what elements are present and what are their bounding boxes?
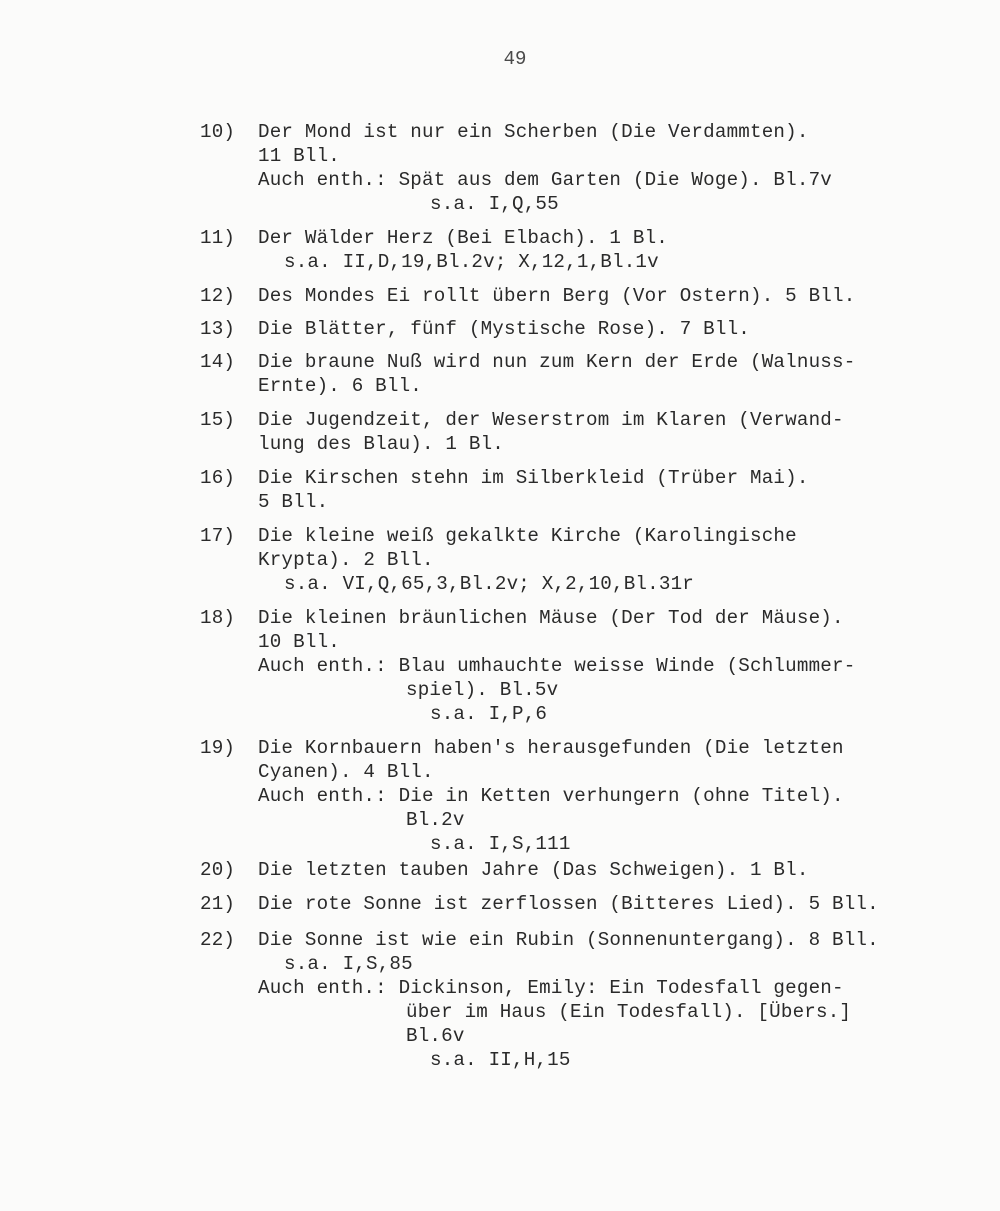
entry-line: Die Jugendzeit, der Weserstrom im Klaren (Verwand- (258, 409, 844, 431)
entry-line: über im Haus (Ein Todesfall). [Übers.] (406, 1001, 852, 1023)
entry-number: 20) (200, 859, 236, 881)
entry-line: Der Wälder Herz (Bei Elbach). 1 Bl. (258, 227, 669, 249)
entry-number: 17) (200, 525, 236, 547)
entry-line: Krypta). 2 Bll. (258, 549, 434, 571)
entry-line: Die kleine weiß gekalkte Kirche (Karolingische (258, 525, 797, 547)
entry-number: 21) (200, 893, 236, 915)
entry-number: 14) (200, 351, 236, 373)
entry-line: Die rote Sonne ist zerflossen (Bitteres Lied). 5 Bll. (258, 893, 879, 915)
entry-line: Bl.2v (406, 809, 465, 831)
entry-line: s.a. I,S,85 (284, 953, 413, 975)
entry-number: 15) (200, 409, 236, 431)
entry-line: Auch enth.: Blau umhauchte weisse Winde (Schlummer- (258, 655, 856, 677)
entry-line: 11 Bll. (258, 145, 341, 167)
page-number: 49 (503, 48, 527, 70)
entry-line: Die Sonne ist wie ein Rubin (Sonnenuntergang). 8 Bll. (258, 929, 879, 951)
entry-line: spiel). Bl.5v (406, 679, 559, 701)
entry-line: Auch enth.: Spät aus dem Garten (Die Woge). Bl.7v (258, 169, 833, 191)
entry-number: 11) (200, 227, 236, 249)
entry-line: s.a. I,Q,55 (430, 193, 559, 215)
entry-line: Die braune Nuß wird nun zum Kern der Erde (Walnuss- (258, 351, 856, 373)
entry-number: 16) (200, 467, 236, 489)
entry-number: 10) (200, 121, 236, 143)
entry-number: 13) (200, 318, 236, 340)
entry-line: s.a. I,P,6 (430, 703, 548, 725)
entry-line: Ernte). 6 Bll. (258, 375, 423, 397)
entry-line: Die Kornbauern haben's herausgefunden (Die letzten (258, 737, 844, 759)
entry-line: s.a. II,H,15 (430, 1049, 571, 1071)
entry-line: Die Blätter, fünf (Mystische Rose). 7 Bll. (258, 318, 751, 340)
entry-line: Bl.6v (406, 1025, 465, 1047)
entry-number: 22) (200, 929, 236, 951)
entry-line: Auch enth.: Dickinson, Emily: Ein Todesfall gegen- (258, 977, 844, 999)
entry-line: s.a. VI,Q,65,3,Bl.2v; X,2,10,Bl.31r (284, 573, 695, 595)
entry-number: 12) (200, 285, 236, 307)
entry-line: Die Kirschen stehn im Silberkleid (Trüber Mai). (258, 467, 809, 489)
entry-line: Die letzten tauben Jahre (Das Schweigen). 1 Bl. (258, 859, 809, 881)
entry-line: Die kleinen bräunlichen Mäuse (Der Tod der Mäuse). (258, 607, 844, 629)
entry-number: 19) (200, 737, 236, 759)
entry-line: s.a. I,S,111 (430, 833, 571, 855)
entry-line: 10 Bll. (258, 631, 341, 653)
entry-line: 5 Bll. (258, 491, 329, 513)
entry-line: Des Mondes Ei rollt übern Berg (Vor Ostern). 5 Bll. (258, 285, 856, 307)
entry-line: Der Mond ist nur ein Scherben (Die Verdammten). (258, 121, 809, 143)
entry-number: 18) (200, 607, 236, 629)
entry-line: Auch enth.: Die in Ketten verhungern (ohne Titel). (258, 785, 844, 807)
entry-line: lung des Blau). 1 Bl. (258, 433, 505, 455)
entry-line: Cyanen). 4 Bll. (258, 761, 434, 783)
entry-line: s.a. II,D,19,Bl.2v; X,12,1,Bl.1v (284, 251, 659, 273)
